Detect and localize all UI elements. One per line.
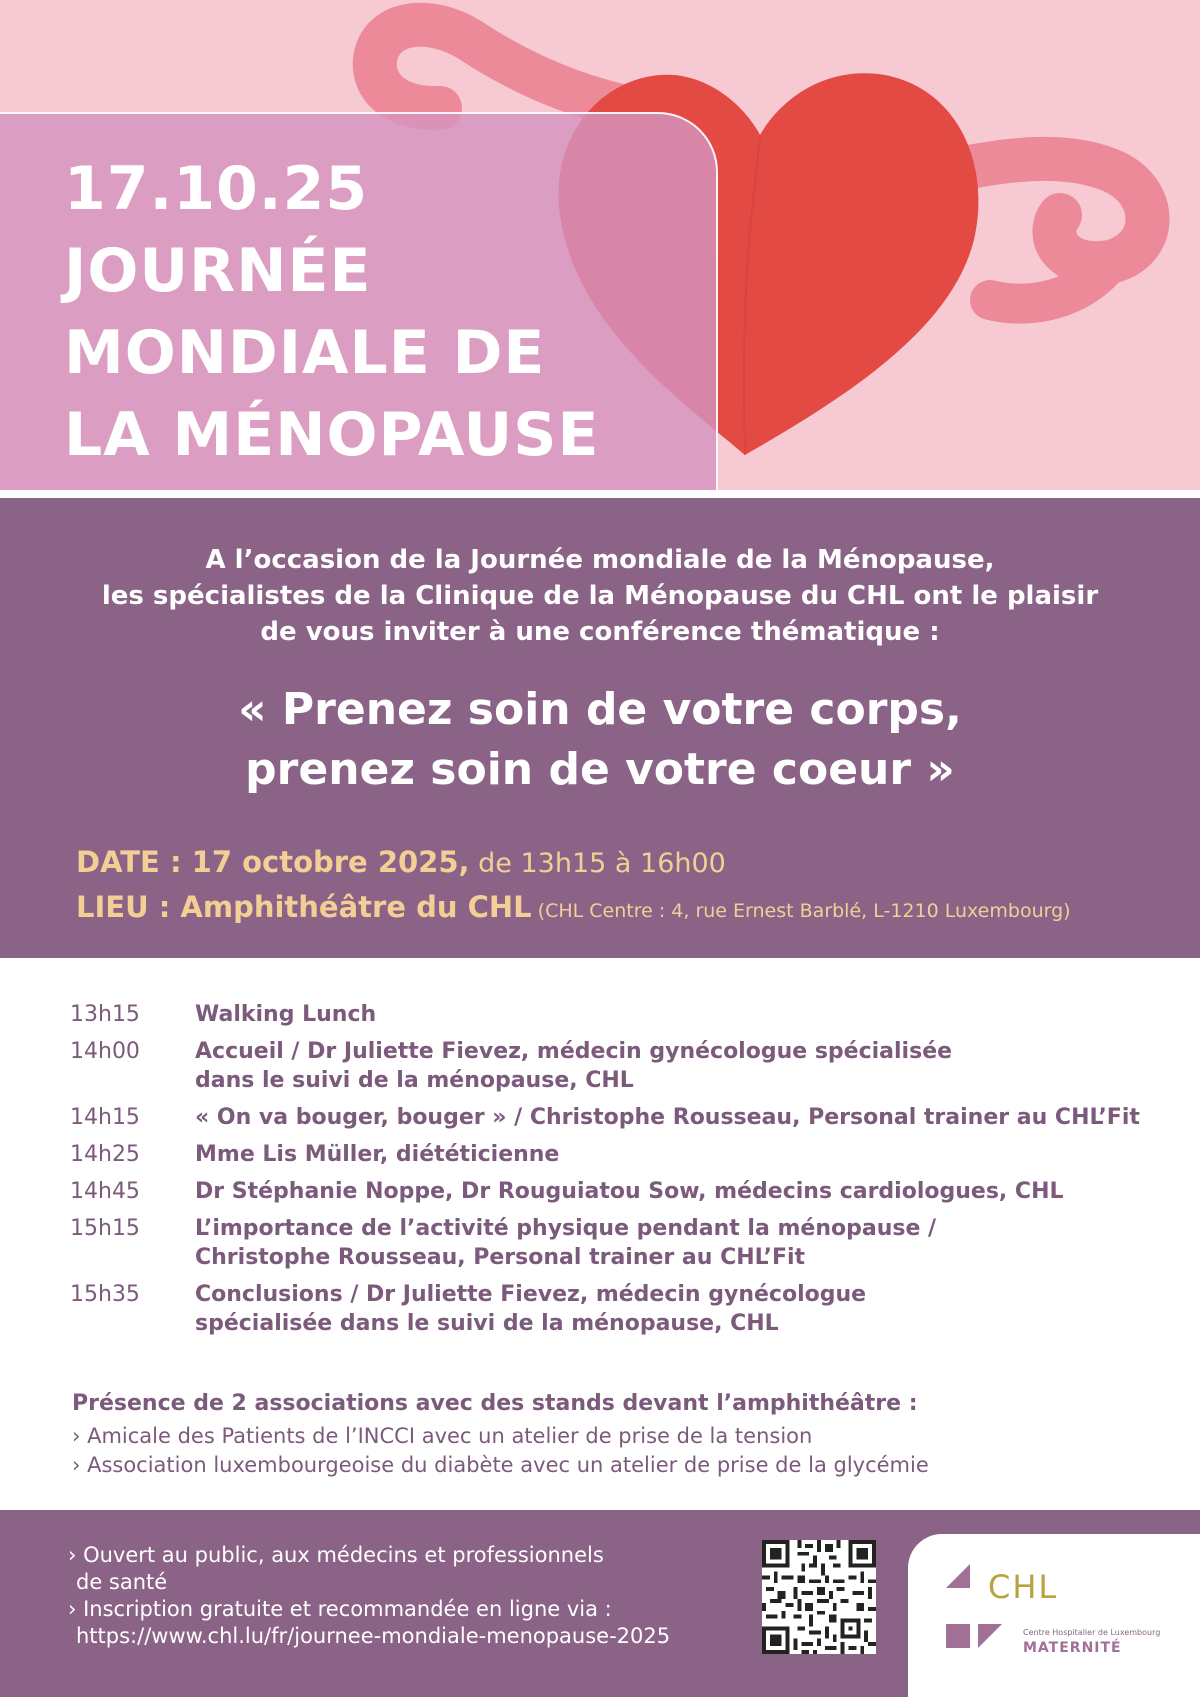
chl-logo-name: CHL	[988, 1568, 1059, 1606]
title-line-2: MONDIALE DE	[64, 318, 546, 388]
program-description	[195, 1177, 1145, 1206]
program-time: 15h35	[70, 1282, 140, 1307]
qr-code-icon[interactable]	[762, 1540, 876, 1654]
footer-line-public-2: de santé	[76, 1570, 168, 1594]
intro-line-3: de vous inviter à une conférence thématique :	[260, 617, 940, 647]
program-item	[70, 1214, 1145, 1272]
program-line: Dr Stéphanie Noppe, Dr Rouguiatou Sow, médecins cardiologues, CHL	[195, 1179, 1064, 1204]
chl-logo-subtitle: Centre Hospitalier de Luxembourg	[1023, 1628, 1161, 1637]
program-item	[70, 1177, 1145, 1206]
association-item: › Association luxembourgeoise du diabète avec un atelier de prise de la glycémie	[72, 1453, 929, 1477]
place-row	[76, 887, 1176, 932]
program-section	[0, 958, 1200, 1510]
program-line: Christophe Rousseau, Personal trainer au CHL’Fit	[195, 1245, 806, 1270]
program-item	[70, 1140, 1145, 1169]
program-item	[70, 1000, 1145, 1029]
event-info	[76, 842, 1176, 932]
date-label: DATE : 17 octobre 2025,	[76, 845, 470, 879]
program-time: 14h15	[70, 1105, 140, 1130]
slogan-line-1: « Prenez soin de votre corps,	[238, 684, 962, 735]
program-line: dans le suivi de la ménopause, CHL	[195, 1068, 634, 1093]
hero-divider	[0, 490, 1200, 498]
associations-title: Présence de 2 associations avec des stands devant l’amphithéâtre :	[72, 1391, 918, 1416]
program-description	[195, 1000, 1145, 1029]
program-description	[195, 1280, 1145, 1338]
footer-line-registration: › Inscription gratuite et recommandée en ligne via :	[68, 1597, 612, 1621]
event-title	[64, 148, 599, 476]
program-line: Conclusions / Dr Juliette Fievez, médecin gynécologue	[195, 1282, 867, 1307]
title-line-1: JOURNÉE	[64, 236, 372, 306]
chl-logo	[908, 1534, 1200, 1697]
program-line: « On va bouger, bouger » / Christophe Rousseau, Personal trainer au CHL’Fit	[195, 1105, 1140, 1130]
program-line: L’importance de l’activité physique pendant la ménopause /	[195, 1216, 937, 1241]
program-description	[195, 1037, 1145, 1095]
invitation-intro	[0, 542, 1200, 650]
program-description	[195, 1214, 1145, 1272]
intro-line-1: A l’occasion de la Journée mondiale de la Ménopause,	[205, 545, 995, 575]
footer-info	[68, 1542, 670, 1650]
program-time: 14h45	[70, 1179, 140, 1204]
registration-link[interactable]: https://www.chl.lu/fr/journee-mondiale-menopause-2025	[76, 1624, 671, 1648]
program-list	[70, 1000, 1145, 1346]
date-time: de 13h15 à 16h00	[469, 848, 726, 879]
program-item	[70, 1103, 1145, 1132]
program-time: 14h00	[70, 1039, 140, 1064]
program-item	[70, 1280, 1145, 1338]
intro-line-2: les spécialistes de la Clinique de la Ménopause du CHL ont le plaisir	[101, 581, 1099, 611]
title-line-3: LA MÉNOPAUSE	[64, 400, 600, 470]
program-time: 13h15	[70, 1002, 140, 1027]
slogan-line-2: prenez soin de votre coeur »	[245, 744, 955, 795]
program-time: 14h25	[70, 1142, 140, 1167]
invitation-section	[0, 498, 1200, 958]
associations-block	[72, 1388, 929, 1480]
program-description	[195, 1103, 1145, 1132]
conference-slogan	[0, 680, 1200, 800]
program-line: Accueil / Dr Juliette Fievez, médecin gynécologue spécialisée	[195, 1039, 953, 1064]
title-date: 17.10.25	[64, 154, 369, 224]
program-line: Mme Lis Müller, diététicienne	[195, 1142, 560, 1167]
program-line: Walking Lunch	[195, 1002, 377, 1027]
program-line: spécialisée dans le suivi de la ménopause, CHL	[195, 1311, 779, 1336]
place-label: LIEU : Amphithéâtre du CHL	[76, 890, 532, 924]
hero-banner	[0, 0, 1200, 498]
program-time: 15h15	[70, 1216, 140, 1241]
footer-line-public: › Ouvert au public, aux médecins et professionnels	[68, 1543, 604, 1567]
program-description	[195, 1140, 1145, 1169]
association-item: › Amicale des Patients de l’INCCI avec un atelier de prise de la tension	[72, 1424, 813, 1448]
qr-code-graphic	[762, 1540, 876, 1654]
place-address: (CHL Centre : 4, rue Ernest Barblé, L-1210 Luxembourg)	[531, 900, 1071, 922]
date-row	[76, 842, 1176, 887]
chl-logo-department: MATERNITÉ	[1023, 1640, 1122, 1656]
footer	[0, 1510, 1200, 1697]
program-item	[70, 1037, 1145, 1095]
